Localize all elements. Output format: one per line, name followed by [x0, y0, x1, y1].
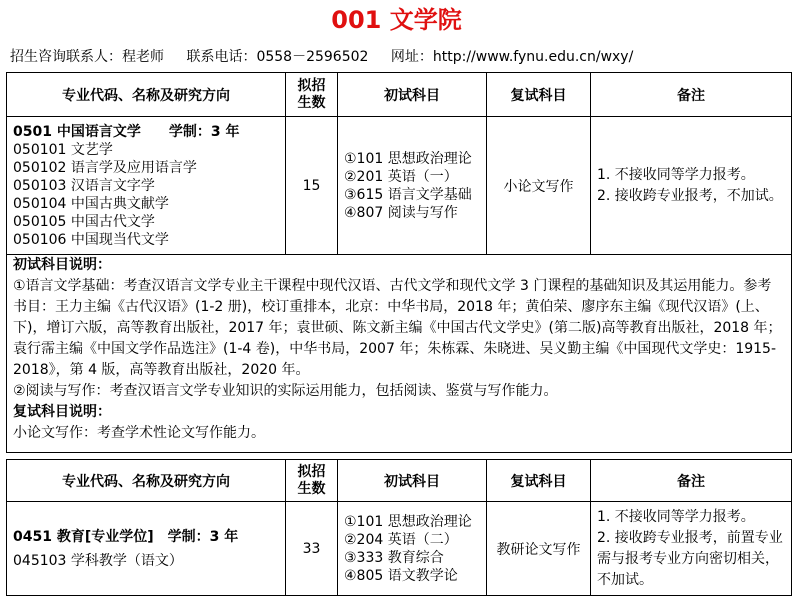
- header-quota-line1: 拟招: [297, 463, 326, 480]
- table-row: [7, 502, 792, 596]
- exam-item: ②204 英语（二）: [344, 531, 458, 548]
- header-quota-line2: 生数: [297, 480, 326, 497]
- table-row: [7, 117, 792, 255]
- retest-cell: 小论文写作: [487, 117, 591, 255]
- remarks-cell: [591, 502, 792, 596]
- notes-cell: [7, 255, 792, 453]
- remarks-cell: [591, 117, 792, 255]
- exam-notes-text-2: ②阅读与写作：考查汉语言文学专业知识的实际运用能力，包括阅读、鉴赏与写作能力。: [13, 383, 558, 399]
- major-cell: [7, 502, 286, 596]
- program-table-2: [6, 459, 792, 596]
- exam-notes-heading: 初试科目说明：: [13, 257, 111, 273]
- retest-notes-heading: 复试科目说明：: [13, 404, 111, 420]
- header-retest: 复试科目: [487, 73, 591, 117]
- quota-cell: 33: [286, 502, 338, 596]
- direction-item: 050105 中国古代文学: [13, 213, 155, 230]
- direction-item: 050104 中国古典文献学: [13, 195, 169, 212]
- exam-item: ③615 语言文学基础: [344, 186, 472, 203]
- major-cell: [7, 117, 286, 255]
- header-quota: [286, 73, 338, 117]
- contact-phone: 联系电话：0558－2596502: [186, 49, 369, 65]
- contact-line: [10, 46, 651, 68]
- header-exams: 初试科目: [338, 460, 487, 502]
- remark-item: 2. 接收跨专业报考，前置专业需与报考专业方向密切相关，不加试。: [597, 529, 783, 588]
- notes-row: [7, 255, 792, 453]
- direction-item: 050101 文艺学: [13, 141, 113, 158]
- quota-cell: 15: [286, 117, 338, 255]
- contact-person: 招生咨询联系人：程老师: [10, 49, 164, 65]
- program-table-1: [6, 72, 792, 453]
- header-remarks: 备注: [591, 460, 792, 502]
- header-quota-line2: 生数: [297, 94, 326, 111]
- contact-website: 网址：http://www.fynu.edu.cn/wxy/: [390, 49, 634, 65]
- direction-item: 050103 汉语言文字学: [13, 177, 155, 194]
- header-exams: 初试科目: [338, 73, 487, 117]
- header-major: 专业代码、名称及研究方向: [7, 460, 286, 502]
- exam-item: ①101 思想政治理论: [344, 150, 472, 167]
- exam-item: ④805 语文教学论: [344, 567, 458, 584]
- exams-cell: [338, 117, 487, 255]
- header-quota: [286, 460, 338, 502]
- major-title: 0451 教育[专业学位] 学制：3 年: [13, 528, 239, 545]
- exam-item: ③333 教育综合: [344, 549, 444, 566]
- remark-item: 1. 不接收同等学力报考。: [597, 508, 755, 525]
- exams-cell: [338, 502, 487, 596]
- exam-notes-text-1: ①语言文学基础：考查汉语言文学专业主干课程中现代汉语、古代文学和现代文学 3 门课程的基础知识及其运用能力。参考书目：王力主编《古代汉语》(1-2 册)，校订重排本，北京：中华书局，2018 年；黄伯荣、廖序东主编《现代汉语》(上、下)，增订六版，高等教育出版社，2017 年；袁世硕、陈文新主编《中国古代文学史》(第二版)高等教育出版社，2018 年；袁行霈主编《中国文学作品选注》(1-4 卷)，中华书局，2007 年；朱栋霖、朱晓进、吴义勤主编《中国现代文学史：1915-2018》，第 4 版，高等教育出版社，2020 年。: [13, 278, 782, 378]
- remark-item: 1. 不接收同等学力报考。: [597, 166, 755, 183]
- exam-item: ②201 英语（一）: [344, 168, 458, 185]
- header-quota-line1: 拟招: [297, 77, 326, 94]
- major-title: 0501 中国语言文学 学制：3 年: [13, 123, 240, 140]
- direction-item: 050106 中国现当代文学: [13, 231, 169, 248]
- table-header-row: [7, 73, 792, 117]
- direction-item: 050102 语言学及应用语言学: [13, 159, 197, 176]
- remark-item: 2. 接收跨专业报考，不加试。: [597, 187, 783, 204]
- header-remarks: 备注: [591, 73, 792, 117]
- header-retest: 复试科目: [487, 460, 591, 502]
- exam-item: ①101 思想政治理论: [344, 513, 472, 530]
- exam-item: ④807 阅读与写作: [344, 204, 458, 221]
- table-header-row: [7, 460, 792, 502]
- header-major: 专业代码、名称及研究方向: [7, 73, 286, 117]
- direction-item: 045103 学科教学（语文）: [13, 552, 183, 569]
- retest-cell: 教研论文写作: [487, 502, 591, 596]
- retest-notes-text: 小论文写作：考查学术性论文写作能力。: [13, 425, 265, 441]
- page-title: 001 文学院: [331, 6, 462, 34]
